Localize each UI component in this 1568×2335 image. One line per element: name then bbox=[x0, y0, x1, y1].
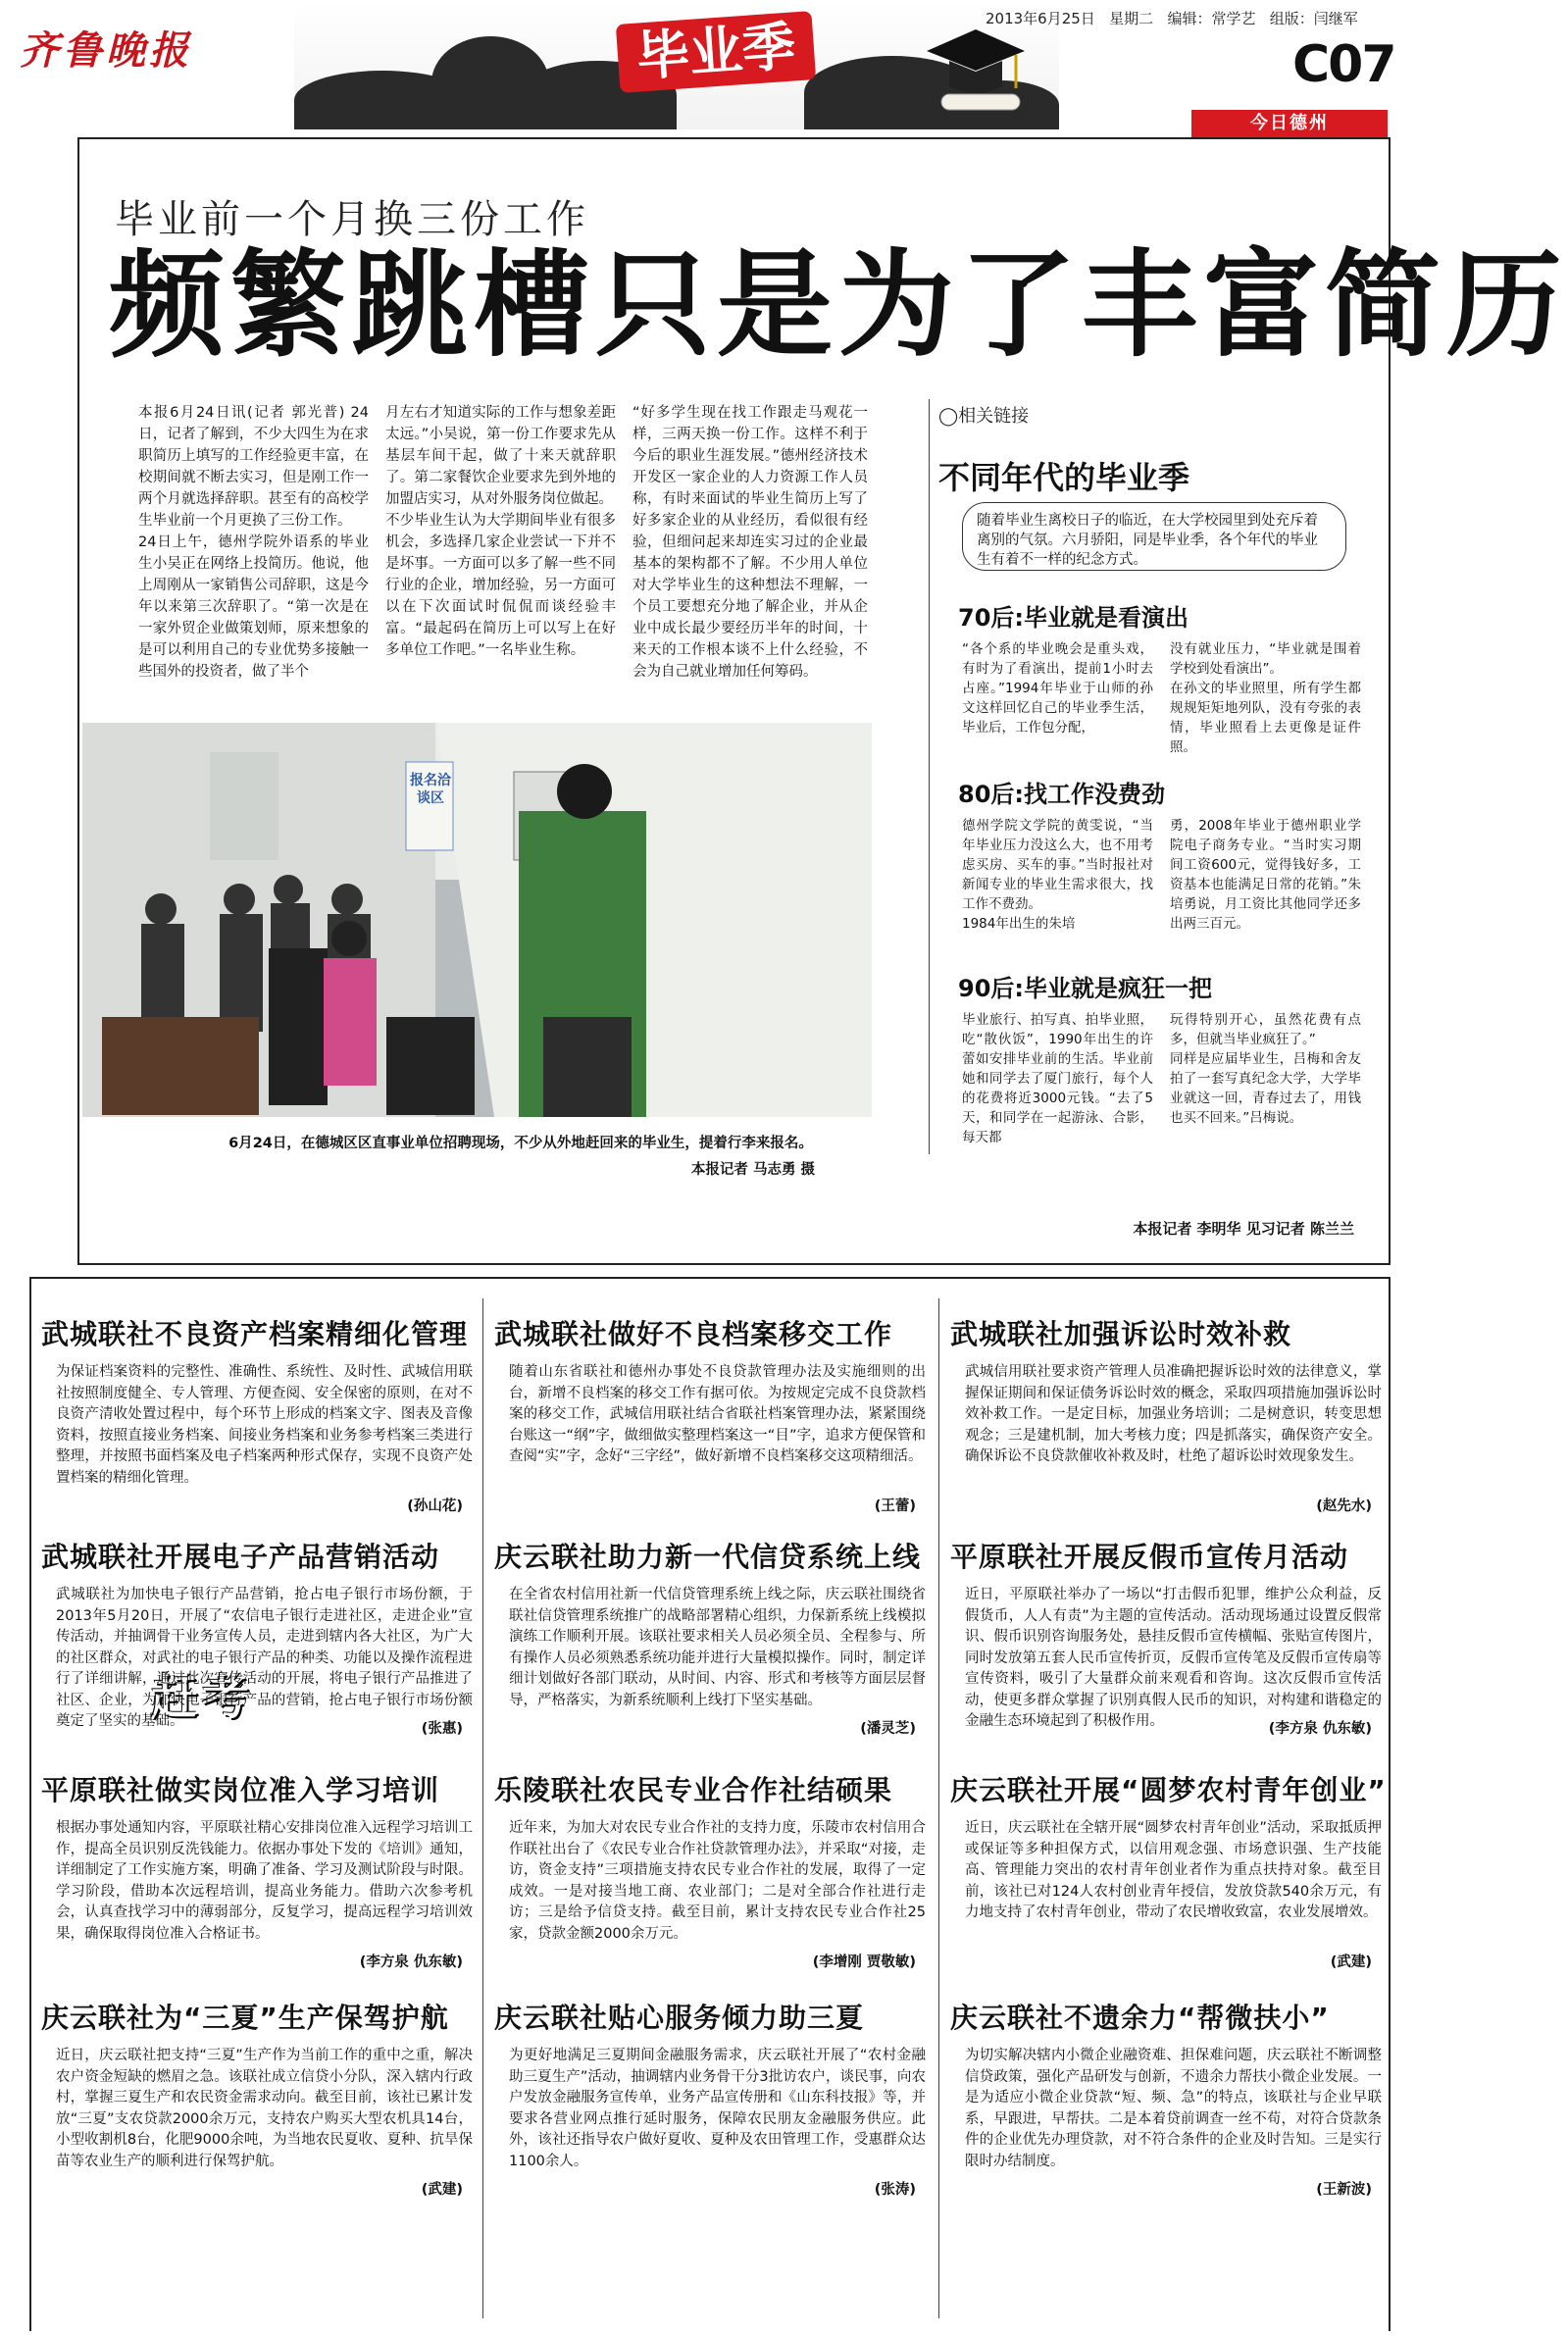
article-signature: (张惠) bbox=[421, 1721, 463, 1737]
section-80s-title: 80后:找工作没费劲 bbox=[958, 781, 1165, 808]
graduation-banner bbox=[294, 0, 1059, 129]
photo-scene bbox=[82, 723, 872, 1117]
article-signature: (张涛) bbox=[874, 2182, 916, 2198]
related-byline: 本报记者 李明华 见习记者 陈兰兰 bbox=[1133, 1220, 1354, 1238]
article-block bbox=[41, 1750, 473, 1970]
article-block bbox=[41, 1977, 473, 2198]
article-text: 武城信用联社要求资产管理人员准确把握诉讼时效的法律意义，掌握保证期间和保证债务诉讼时效的概念，采取四项措施加强诉讼时效补救工作。一是定目标，加强业务培训；二是树意识，转变思想观念；三是建机制，加大考核力度；四是抓落实，确保资产安全。确保诉讼不良贷款催收补救及时，杜绝了超诉讼时效现象发生。 bbox=[965, 1364, 1382, 1464]
article-block bbox=[950, 1977, 1382, 2198]
article-text: 随着山东省联社和德州办事处不良贷款管理办法及实施细则的出台，新增不良档案的移交工作有据可依。为按规定完成不良贷款档案的移交工作，武城信用联社结合省联社档案管理办法，紧紧围绕台账这一“纲”字，做细做实整理档案这一“目”字，追求方便保管和查阅“实”字，念好“三字经”，做好新增不良档案移交这项精细活。 bbox=[509, 1364, 926, 1464]
article-signature: (武建) bbox=[421, 2182, 463, 2198]
article-body bbox=[965, 1585, 1382, 1732]
article-body bbox=[56, 1585, 473, 1732]
article-title: 武城联社做好不良档案移交工作 bbox=[494, 1318, 893, 1350]
photo-credit: 本报记者 马志勇 摄 bbox=[690, 1162, 815, 1178]
column-divider bbox=[929, 399, 930, 1154]
article-signature: (李增刚 贾敬敏) bbox=[812, 1954, 916, 1970]
article-title: 庆云联社不遗余力“帮微扶小” bbox=[950, 2002, 1330, 2034]
story-headline: 频繁跳槽只是为了丰富简历 bbox=[109, 237, 1568, 373]
article-text: 为保证档案资料的完整性、准确性、系统性、及时性、武城信用联社按照制度健全、专人管理、方便查阅、安全保密的原则，在对不良资产清收处置过程中，每个环节上形成的档案文字、图表及音像资料，按照直接业务档案、间接业务档案和业务参考档案三类进行整理，并按照书面档案及电子档案两种形式保存，实现不良资产处置档案的精细化管理。 bbox=[56, 1364, 473, 1486]
article-block bbox=[494, 1977, 926, 2198]
designer-credit: 组版：闫继军 bbox=[1269, 10, 1358, 27]
story-column-3: “好多学生现在找工作跟走马观花一样，三两天换一份工作。这样不利于今后的职业生涯发展。”德州经济技术开发区一家企业的人力资源工作人员称，有时来面试的毕业生简历上写了好多家企业的从业经历，看似很有经验，但细问起来却连实习过的企业最基本的架构都不了解。不少用人单位对大学毕业生的这种想法不理解，一个员工要想充分地了解企业，并从企业中成长最少要经历半年的时间，十来天的工作根本谈不上什么经验，不会为自己就业增加任何筹码。 bbox=[632, 405, 868, 680]
article-signature: (武建) bbox=[1330, 1954, 1372, 1970]
story-column-2: 月左右才知道实际的工作与想象差距太远。”小吴说，第一份工作要求先从基层车间干起，做了十来天就辞职了。第二家餐饮企业要求先到外地的加盟店实习，从对外服务岗位做起。 不少毕业生认为大学期间毕业有很多机会，多选择几家企业尝试一下并不是坏事。一方面可以多了解一些不同行业的企业，增加经验，另一方面可以在下次面试时侃侃而谈经验丰富。“最起码在简历上可以写上在好多单位工作吧。”一名毕业生称。 bbox=[385, 405, 616, 658]
article-signature: (赵先水) bbox=[1316, 1498, 1372, 1514]
article-block bbox=[494, 1750, 926, 1970]
section-90s-title: 90后:毕业就是疯狂一把 bbox=[958, 975, 1212, 1002]
article-signature: (李方泉 仇东敏) bbox=[1268, 1721, 1372, 1737]
masthead bbox=[0, 0, 1395, 137]
section-90s-col-b: 玩得特别开心，虽然花费有点多，但就当毕业疯狂了。” 同样是应届毕业生，吕梅和舍友拍了一套写真纪念大学，大学毕业就这一回，青春过去了，用钱也买不回来。”吕梅说。 bbox=[1170, 1012, 1361, 1126]
article-body bbox=[965, 1362, 1382, 1509]
article-body bbox=[56, 2046, 473, 2193]
article-block bbox=[950, 1750, 1387, 1970]
related-title: 不同年代的毕业季 bbox=[938, 459, 1190, 496]
photo-caption: 6月24日，在德城区区直事业单位招聘现场，不少从外地赶回来的毕业生，提着行李来报名。 bbox=[228, 1136, 813, 1151]
story-kicker: 毕业前一个月换三份工作 bbox=[115, 197, 589, 242]
article-block bbox=[41, 1294, 473, 1514]
banner-title: 毕业季 bbox=[616, 11, 816, 93]
article-title: 庆云联社为“三夏”生产保驾护航 bbox=[41, 2002, 449, 2034]
issue-date: 2013年6月25日 bbox=[986, 10, 1095, 27]
section-70s-col-b: 没有就业压力，“毕业就是围着学校到处看演出”。 在孙文的毕业照里，所有学生都规规矩矩地列队，没有夸张的表情，毕业照看上去更像是证件照。 bbox=[1170, 641, 1361, 755]
grid-divider bbox=[482, 1298, 483, 2318]
article-block bbox=[494, 1516, 926, 1737]
article-signature: (王新波) bbox=[1316, 2182, 1372, 2198]
article-text: 在全省农村信用社新一代信贷管理系统上线之际，庆云联社围绕省联社信贷管理系统推广的战略部署精心组织，力保新系统上线模拟演练工作顺利开展。该联社要求相关人员必须全员、全程参与、所有操作人员必须熟悉系统功能并进行大量模拟操作。同时，制定详细计划做好各部门联动，从时间、内容、形式和考核等方面层层督导，严格落实，为新系统顺利上线打下坚实基础。 bbox=[509, 1587, 926, 1708]
article-title: 武城联社开展电子产品营销活动 bbox=[41, 1541, 440, 1573]
section-label: 今日德州 bbox=[1191, 110, 1388, 137]
article-signature: (潘灵芝) bbox=[860, 1721, 916, 1737]
article-body bbox=[509, 1585, 926, 1732]
section-80s-col-b: 勇，2008年毕业于德州职业学院电子商务专业。“当时实习期间工资600元，觉得钱好多，工资基本也能满足日常的花销。”朱培勇说，月工资比其他同学还多出两三百元。 bbox=[1170, 818, 1361, 932]
article-body bbox=[56, 1362, 473, 1509]
article-title: 庆云联社助力新一代信贷系统上线 bbox=[494, 1541, 922, 1573]
article-title: 平原联社做实岗位准入学习培训 bbox=[41, 1774, 440, 1806]
page-number: C07 bbox=[1292, 35, 1395, 94]
grid-divider bbox=[938, 1298, 939, 2318]
article-body bbox=[965, 1818, 1382, 1965]
article-body bbox=[965, 2046, 1382, 2193]
article-body bbox=[509, 1818, 926, 1965]
dateline bbox=[986, 8, 1358, 28]
article-signature: (李方泉 仇东敏) bbox=[359, 1954, 463, 1970]
article-block bbox=[950, 1294, 1382, 1514]
article-title: 乐陵联社农民专业合作社结硕果 bbox=[494, 1774, 893, 1806]
section-80s-col-a: 德州学院文学院的黄雯说，“当年毕业压力没这么大，也不用考虑买房、买车的事。”当时报社对新闻专业的毕业生需求很大，找工作不费劲。 1984年出生的朱培 bbox=[962, 818, 1153, 932]
photo-label: 赶考 bbox=[151, 1670, 254, 1725]
article-body bbox=[509, 2046, 926, 2193]
articles-grid bbox=[29, 1277, 1391, 2331]
story-column-1: 本报6月24日讯(记者 郭光普) 24日，记者了解到，不少大四生为在求职简历上填写的工作经验更丰富，在校期间就不断去实习，但是刚工作一两个月就选择辞职。甚至有的高校学生毕业前一个月更换了三份工作。 24日上午，德州学院外语系的毕业生小吴正在网络上投简历。他说，他上周刚从一家销售公司辞职，这是今年以来第三次辞职了。“第一次是在一家外贸企业做策划师，原来想象的是可以利用自己的专业优势多接触一些国外的投资者，做了半个 bbox=[138, 405, 369, 680]
related-tag: ◯相关链接 bbox=[938, 406, 1030, 427]
article-text: 近年来，为加大对农民专业合作社的支持力度，乐陵市农村信用合作联社出台了《农民专业合作社贷款管理办法》，并采取“对接，走访，资金支持”三项措施支持农民专业合作社的发展，取得了一定成效。一是对接当地工商、农业部门；二是对全部合作社进行走访；三是给予信贷支持。截至目前，累计支持农民专业合作社25家，贷款金额2000余万元。 bbox=[509, 1820, 926, 1942]
article-signature: (王蕾) bbox=[874, 1498, 916, 1514]
article-text: 为切实解决辖内小微企业融资难、担保难问题，庆云联社不断调整信贷政策，强化产品研发与创新，不遗余力帮扶小微企业发展。一是为适应小微企业贷款“短、频、急”的特点，该联社与企业早联系，早跟进，早帮扶。二是本着贷前调查一丝不苟，对符合贷款条件的企业优先办理贷款，对不符合条件的企业及时告知。三是实行限时办结制度。 bbox=[965, 2048, 1382, 2169]
editor-credit: 编辑：常学艺 bbox=[1167, 10, 1256, 27]
article-block bbox=[494, 1294, 926, 1514]
section-70s-col-a: “各个系的毕业晚会是重头戏，有时为了看演出，提前1小时去占座。”1994年毕业于山师的孙文这样回忆自己的毕业季生活，毕业后，工作包分配， bbox=[962, 641, 1153, 736]
article-text: 近日，庆云联社在全辖开展“圆梦农村青年创业”活动，采取抵质押或保证等多种担保方式，以信用观念强、市场意识强、生产技能高、管理能力突出的农村青年创业者作为重点扶持对象。截至目前，该社已对124人农村创业青年授信，发放贷款540余万元，有力地支持了农村青年创业，带动了农民增收致富，农业发展增效。 bbox=[965, 1820, 1382, 1920]
related-intro: 随着毕业生离校日子的临近，在大学校园里到处充斥着离别的气氛。六月骄阳，同是毕业季，各个年代的毕业生有着不一样的纪念方式。 bbox=[962, 502, 1346, 571]
section-70s-title: 70后:毕业就是看演出 bbox=[958, 604, 1189, 632]
article-title: 武城联社加强诉讼时效补救 bbox=[950, 1318, 1292, 1350]
article-text: 为更好地满足三夏期间金融服务需求，庆云联社开展了“农村金融助三夏生产”活动，抽调辖内业务骨干分3批访农户，谈民事，向农户发放金融服务宣传单，业务产品宣传册和《山东科技报》等，并要求各营业网点推行延时服务，保障农民朋友金融服务供应。此外，该社还指导农户做好夏收、夏种及农田管理工作，受惠群众达1100余人。 bbox=[509, 2048, 926, 2169]
newspaper-brand: 齐鲁晚报 bbox=[20, 27, 192, 74]
article-signature: (孙山花) bbox=[407, 1498, 463, 1514]
article-title: 武城联社不良资产档案精细化管理 bbox=[41, 1318, 469, 1350]
article-body bbox=[509, 1362, 926, 1509]
article-title: 庆云联社贴心服务倾力助三夏 bbox=[494, 2002, 865, 2034]
article-text: 近日，庆云联社把支持“三夏”生产作为当前工作的重中之重，解决农户资金短缺的燃眉之急。该联社成立信贷小分队，深入辖内行政村，掌握三夏生产和农民资金需求动向。截至目前，该社已累计发放“三夏”支农贷款2000余万元，支持农户购买大型农机具14台，小型收割机8台，化肥9000余吨，为当地农民夏收、夏种、抗旱保苗等农业生产的顺利进行保驾护航。 bbox=[56, 2048, 473, 2169]
article-body bbox=[56, 1818, 473, 1965]
article-title: 庆云联社开展“圆梦农村青年创业” bbox=[950, 1774, 1387, 1806]
section-90s-col-a: 毕业旅行、拍写真、拍毕业照，吃“散伙饭”，1990年出生的许蕾如安排毕业前的生活。毕业前她和同学去了厦门旅行，每个人的花费将近3000元钱。“去了5天，和同学在一起游泳、合影，每天都 bbox=[962, 1012, 1153, 1145]
article-text: 武城联社为加快电子银行产品营销，抢占电子银行市场份额，于2013年5月20日，开展了“农信电子银行走进社区，走进企业”宣传活动，并抽调骨干业务宣传人员，走进到辖内各大社区，为广大的社区群众，对武社的电子银行产品的种类、功能以及操作流程进行了详细讲解，通过此次宣传活动的开展，将电子银行产品推进了社区、企业，为加快电子银行产品的营销，抢占电子银行市场份额奠定了坚实的基础。 bbox=[56, 1587, 473, 1729]
related-links bbox=[938, 402, 1370, 1145]
article-text: 根据办事处通知内容，平原联社精心安排岗位准入远程学习培训工作，提高全员识别反洗钱能力。依据办事处下发的《培训》通知，详细制定了工作实施方案，明确了准备、学习及测试阶段与时限。学习阶段，借助本次远程培训，提高业务能力。借助六次参考机会，认真查找学习中的薄弱部分，反复学习，提高远程学习培训效果，确保取得岗位准入合格证书。 bbox=[56, 1820, 473, 1942]
article-text: 近日，平原联社举办了一场以“打击假币犯罪，维护公众利益，反假货币，人人有责”为主题的宣传活动。活动现场通过设置反假常识、假币识别咨询服务处，悬挂反假币宣传横幅、张贴宣传图片，同时发放第五套人民币宣传折页，反假币宣传笔及反假币宣传扇等宣传资料，吸引了大量群众前来观看和咨询。这次反假币宣传活动，使更多群众掌握了识别真假人民币的知识，对构建和谐稳定的金融生态环境起到了积极作用。 bbox=[965, 1587, 1382, 1729]
article-block bbox=[41, 1516, 473, 1737]
article-title: 平原联社开展反假币宣传月活动 bbox=[950, 1541, 1349, 1573]
photo-sign: 报名洽谈区 bbox=[410, 773, 451, 806]
article-block bbox=[950, 1516, 1382, 1737]
issue-weekday: 星期二 bbox=[1109, 10, 1154, 27]
